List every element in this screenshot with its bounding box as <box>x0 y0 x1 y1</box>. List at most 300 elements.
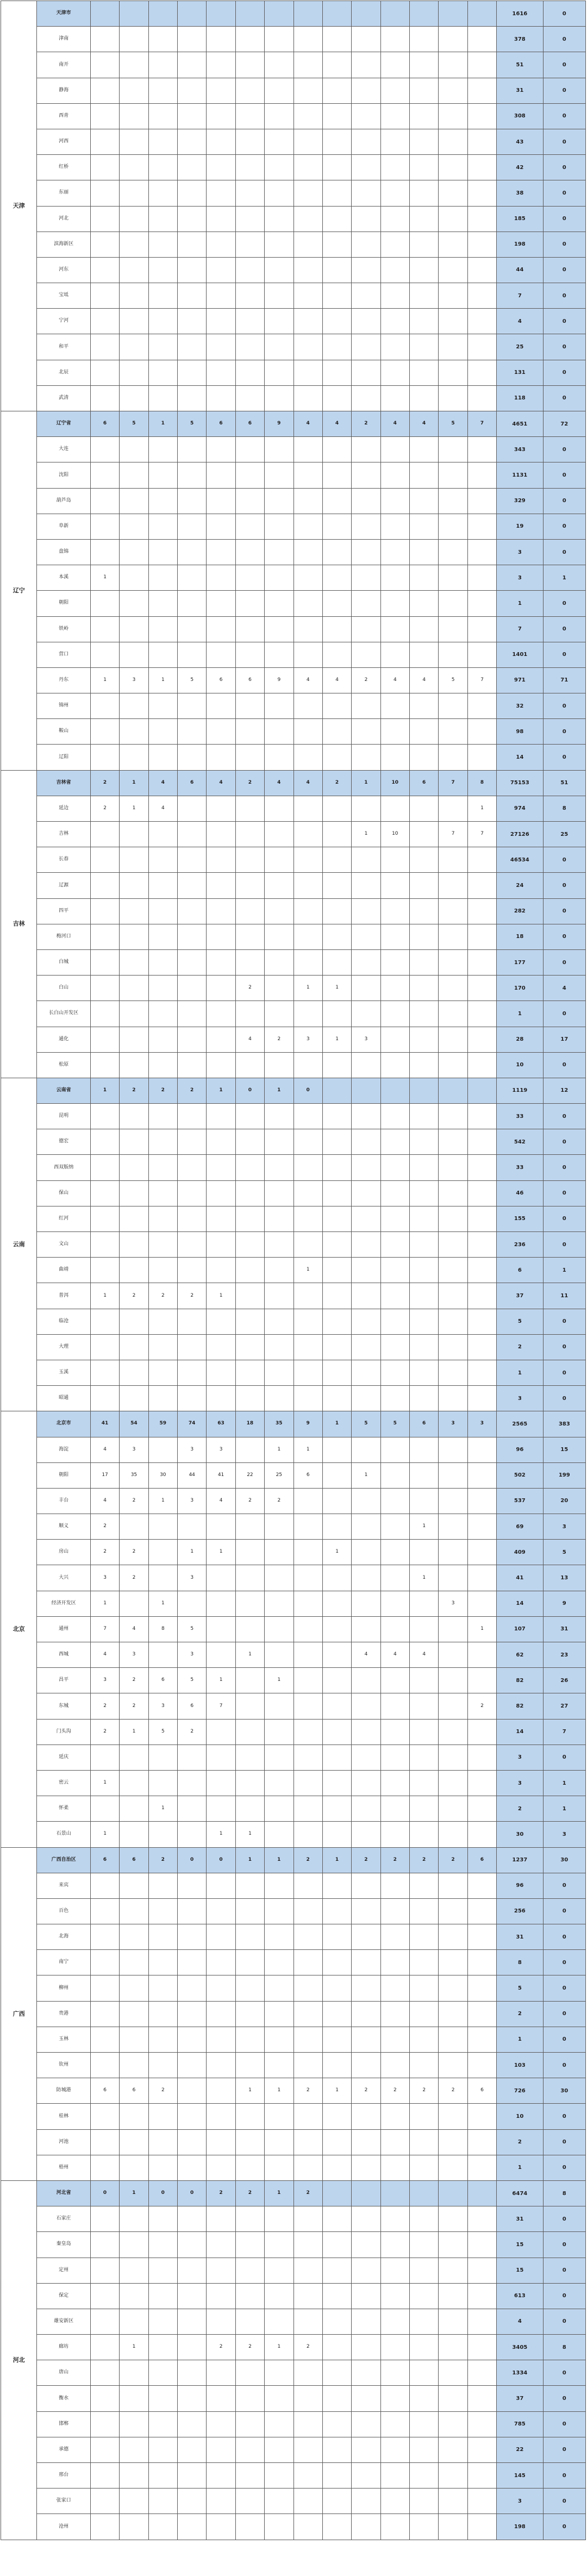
empty-cell <box>207 1104 235 1129</box>
empty-cell <box>235 1668 264 1693</box>
empty-cell <box>294 1745 322 1770</box>
empty-cell <box>322 1950 351 1975</box>
empty-cell <box>467 898 496 924</box>
empty-cell <box>90 1386 119 1411</box>
empty-cell <box>90 949 119 975</box>
empty-cell <box>90 898 119 924</box>
city-last-cell: 30 <box>543 2078 585 2104</box>
empty-cell <box>120 103 148 129</box>
city-row <box>1 873 586 898</box>
empty-cell <box>439 1155 467 1180</box>
city-name: 门头沟 <box>37 1719 90 1745</box>
empty-cell <box>148 976 177 1001</box>
city-last-cell: 1 <box>543 1770 585 1796</box>
empty-cell <box>265 206 294 232</box>
city-name: 松原 <box>37 1052 90 1078</box>
empty-cell <box>410 2001 439 2027</box>
empty-cell <box>380 283 409 309</box>
city-last-cell: 0 <box>543 616 585 642</box>
empty-cell <box>207 616 235 642</box>
value-cell: 5 <box>178 667 207 693</box>
empty-cell <box>467 1027 496 1052</box>
empty-cell <box>148 924 177 949</box>
empty-cell <box>380 1001 409 1027</box>
empty-cell <box>352 283 380 309</box>
empty-cell <box>120 1180 148 1206</box>
city-last-cell: 0 <box>543 1360 585 1385</box>
empty-cell <box>439 334 467 360</box>
city-total-cell: 46 <box>497 1180 543 1206</box>
city-name: 延边 <box>37 796 90 821</box>
empty-cell <box>294 129 322 154</box>
empty-cell <box>322 719 351 745</box>
empty-cell <box>352 924 380 949</box>
empty-cell <box>410 2514 439 2540</box>
empty-cell <box>207 1924 235 1950</box>
city-total-cell: 185 <box>497 206 543 232</box>
empty-cell <box>467 1924 496 1950</box>
city-last-cell: 11 <box>543 1283 585 1309</box>
empty-cell <box>439 616 467 642</box>
empty-cell <box>207 2463 235 2489</box>
empty-cell <box>467 1437 496 1462</box>
empty-cell <box>294 591 322 616</box>
empty-cell <box>120 2463 148 2489</box>
empty-cell <box>120 2258 148 2283</box>
empty-cell <box>120 1001 148 1027</box>
empty-cell <box>410 1898 439 1924</box>
empty-cell <box>294 1693 322 1719</box>
value-cell: 7 <box>90 1616 119 1642</box>
city-last-cell: 0 <box>543 2463 585 2489</box>
empty-cell <box>467 1488 496 1514</box>
empty-cell <box>178 873 207 898</box>
empty-cell <box>467 2309 496 2334</box>
city-name: 和平 <box>37 334 90 360</box>
empty-cell <box>467 1745 496 1770</box>
empty-cell <box>90 2514 119 2540</box>
empty-cell <box>467 462 496 488</box>
empty-cell <box>410 257 439 283</box>
city-row <box>1 1975 586 2001</box>
city-row <box>1 1796 586 1822</box>
empty-cell <box>380 1668 409 1693</box>
empty-cell <box>467 1898 496 1924</box>
city-name: 丰台 <box>37 1488 90 1514</box>
empty-cell <box>467 1668 496 1693</box>
empty-cell <box>120 591 148 616</box>
value-cell: 5 <box>148 1719 177 1745</box>
city-last-cell: 31 <box>543 1616 585 1642</box>
empty-cell <box>352 257 380 283</box>
empty-cell <box>235 745 264 770</box>
empty-cell <box>410 334 439 360</box>
province-name: 辽宁 <box>1 411 37 771</box>
empty-cell <box>235 155 264 180</box>
empty-cell <box>265 2232 294 2258</box>
empty-cell <box>322 2386 351 2411</box>
city-last-cell: 5 <box>543 1540 585 1565</box>
city-name: 密云 <box>37 1770 90 1796</box>
empty-cell <box>439 1206 467 1231</box>
empty-cell <box>207 2437 235 2462</box>
empty-cell <box>235 2309 264 2334</box>
empty-cell <box>265 1770 294 1796</box>
value-cell: 6 <box>207 667 235 693</box>
empty-cell <box>148 1001 177 1027</box>
city-row <box>1 2155 586 2180</box>
empty-cell <box>439 488 467 514</box>
summary-value-cell: 4 <box>380 411 409 437</box>
summary-value-cell: 4 <box>322 411 351 437</box>
empty-cell <box>352 103 380 129</box>
empty-cell <box>322 898 351 924</box>
empty-cell <box>467 1232 496 1258</box>
empty-cell <box>439 1488 467 1514</box>
empty-cell <box>294 1180 322 1206</box>
empty-cell <box>410 2411 439 2437</box>
city-last-cell: 0 <box>543 2437 585 2462</box>
empty-cell <box>410 1334 439 1360</box>
empty-cell <box>439 1283 467 1309</box>
empty-cell <box>90 2206 119 2232</box>
empty-cell <box>380 847 409 873</box>
empty-cell <box>235 591 264 616</box>
empty-cell <box>410 462 439 488</box>
empty-cell <box>439 309 467 334</box>
city-last-cell: 3 <box>543 1822 585 1847</box>
empty-cell <box>439 27 467 52</box>
city-total-cell: 51 <box>497 52 543 78</box>
empty-cell <box>352 1129 380 1155</box>
empty-cell <box>322 514 351 539</box>
empty-cell <box>439 2232 467 2258</box>
city-last-cell: 1 <box>543 1258 585 1283</box>
city-last-cell: 0 <box>543 2514 585 2540</box>
value-cell: 1 <box>322 976 351 1001</box>
city-row <box>1 591 586 616</box>
empty-cell <box>439 898 467 924</box>
city-row <box>1 1437 586 1462</box>
city-total-cell: 103 <box>497 2053 543 2078</box>
empty-cell <box>294 1796 322 1822</box>
empty-cell <box>207 822 235 847</box>
summary-value-cell: 1 <box>235 1847 264 1873</box>
empty-cell <box>410 1129 439 1155</box>
empty-cell <box>294 1488 322 1514</box>
empty-cell <box>352 2155 380 2180</box>
summary-value-cell: 54 <box>120 1411 148 1437</box>
empty-cell <box>322 1309 351 1334</box>
empty-cell <box>352 616 380 642</box>
empty-cell <box>294 2360 322 2386</box>
empty-cell <box>148 847 177 873</box>
city-name: 昆明 <box>37 1104 90 1129</box>
city-last-cell: 3 <box>543 1514 585 1540</box>
empty-cell <box>178 52 207 78</box>
empty-cell <box>120 1514 148 1540</box>
empty-cell <box>352 1565 380 1591</box>
empty-cell <box>148 539 177 565</box>
empty-cell <box>467 257 496 283</box>
city-name: 来宾 <box>37 1873 90 1898</box>
empty-cell <box>265 591 294 616</box>
empty-cell <box>352 2053 380 2078</box>
empty-cell <box>148 437 177 462</box>
summary-value-cell: 2 <box>148 1078 177 1103</box>
empty-cell <box>294 2001 322 2027</box>
summary-value-cell: 0 <box>294 1078 322 1103</box>
city-last-cell: 0 <box>543 283 585 309</box>
empty-cell <box>207 1155 235 1180</box>
city-last-cell: 0 <box>543 2309 585 2334</box>
empty-cell <box>410 1180 439 1206</box>
value-cell: 4 <box>410 1642 439 1668</box>
value-cell: 1 <box>207 1540 235 1565</box>
city-last-cell: 0 <box>543 462 585 488</box>
city-name: 大理 <box>37 1334 90 1360</box>
empty-cell <box>90 52 119 78</box>
empty-cell <box>90 2129 119 2155</box>
empty-cell <box>467 78 496 103</box>
empty-cell <box>410 949 439 975</box>
empty-cell <box>178 539 207 565</box>
empty-cell <box>380 796 409 821</box>
empty-cell <box>294 1360 322 1385</box>
city-row <box>1 334 586 360</box>
empty-cell <box>178 2360 207 2386</box>
empty-cell <box>467 2411 496 2437</box>
city-last-cell: 0 <box>543 155 585 180</box>
empty-cell <box>235 1232 264 1258</box>
empty-cell <box>235 847 264 873</box>
city-row <box>1 2104 586 2129</box>
summary-last-cell: 8 <box>543 2180 585 2206</box>
empty-cell <box>380 2463 409 2489</box>
empty-cell <box>467 2232 496 2258</box>
empty-cell <box>120 642 148 667</box>
empty-cell <box>439 52 467 78</box>
empty-cell <box>178 1386 207 1411</box>
city-last-cell: 0 <box>543 1129 585 1155</box>
empty-cell <box>352 385 380 411</box>
empty-cell <box>439 103 467 129</box>
empty-cell <box>294 1719 322 1745</box>
value-cell: 2 <box>294 2078 322 2104</box>
empty-cell <box>178 898 207 924</box>
summary-last-cell: 51 <box>543 770 585 796</box>
empty-cell <box>322 1129 351 1155</box>
empty-cell <box>439 360 467 385</box>
city-total-cell: 37 <box>497 2386 543 2411</box>
empty-cell <box>120 1822 148 1847</box>
province-name: 广西 <box>1 1847 37 2180</box>
empty-cell <box>322 949 351 975</box>
city-last-cell: 0 <box>543 539 585 565</box>
empty-cell <box>148 2309 177 2334</box>
empty-cell <box>178 155 207 180</box>
empty-cell <box>235 1309 264 1334</box>
empty-cell <box>265 1334 294 1360</box>
value-cell: 4 <box>148 796 177 821</box>
empty-cell <box>178 2155 207 2180</box>
empty-cell <box>120 2104 148 2129</box>
empty-cell <box>148 822 177 847</box>
city-total-cell: 1 <box>497 1001 543 1027</box>
empty-cell <box>380 1 409 27</box>
empty-cell <box>178 2463 207 2489</box>
empty-cell <box>380 1950 409 1975</box>
empty-cell <box>90 1360 119 1385</box>
empty-cell <box>120 257 148 283</box>
empty-cell <box>352 180 380 206</box>
empty-cell <box>467 1052 496 1078</box>
empty-cell <box>294 103 322 129</box>
empty-cell <box>467 1462 496 1488</box>
empty-cell <box>322 1642 351 1668</box>
empty-cell <box>235 2104 264 2129</box>
empty-cell <box>467 2180 496 2206</box>
empty-cell <box>294 1283 322 1309</box>
empty-cell <box>380 1898 409 1924</box>
empty-cell <box>410 2206 439 2232</box>
city-name: 邢台 <box>37 2463 90 2489</box>
empty-cell <box>322 437 351 462</box>
empty-cell <box>265 1975 294 2001</box>
empty-cell <box>148 2386 177 2411</box>
empty-cell <box>294 693 322 719</box>
empty-cell <box>294 2129 322 2155</box>
value-cell: 1 <box>120 2335 148 2360</box>
empty-cell <box>352 27 380 52</box>
city-total-cell: 37 <box>497 1283 543 1309</box>
empty-cell <box>148 1386 177 1411</box>
empty-cell <box>380 52 409 78</box>
empty-cell <box>352 462 380 488</box>
summary-value-cell: 1 <box>352 770 380 796</box>
city-name: 阜新 <box>37 514 90 539</box>
empty-cell <box>207 2129 235 2155</box>
city-name: 盘锦 <box>37 539 90 565</box>
empty-cell <box>467 2258 496 2283</box>
summary-total-cell: 6474 <box>497 2180 543 2206</box>
empty-cell <box>265 1283 294 1309</box>
empty-cell <box>294 1668 322 1693</box>
city-row <box>1 78 586 103</box>
empty-cell <box>294 1386 322 1411</box>
empty-cell <box>235 1206 264 1231</box>
city-name: 桂林 <box>37 2104 90 2129</box>
empty-cell <box>439 1745 467 1770</box>
empty-cell <box>178 1180 207 1206</box>
empty-cell <box>294 155 322 180</box>
summary-value-cell: 1 <box>322 1847 351 1873</box>
value-cell: 1 <box>265 2335 294 2360</box>
empty-cell <box>322 693 351 719</box>
empty-cell <box>294 385 322 411</box>
value-cell: 4 <box>120 1616 148 1642</box>
empty-cell <box>207 745 235 770</box>
empty-cell <box>467 1129 496 1155</box>
empty-cell <box>120 847 148 873</box>
empty-cell <box>90 2104 119 2129</box>
empty-cell <box>294 1822 322 1847</box>
empty-cell <box>410 1591 439 1616</box>
empty-cell <box>178 2489 207 2514</box>
empty-cell <box>120 1104 148 1129</box>
value-cell: 6 <box>90 2078 119 2104</box>
empty-cell <box>467 155 496 180</box>
empty-cell <box>410 1232 439 1258</box>
city-row <box>1 2335 586 2360</box>
empty-cell <box>410 2489 439 2514</box>
city-total-cell: 30 <box>497 1822 543 1847</box>
city-last-cell: 0 <box>543 103 585 129</box>
empty-cell <box>207 2258 235 2283</box>
empty-cell <box>235 2258 264 2283</box>
city-name: 张家口 <box>37 2489 90 2514</box>
empty-cell <box>322 462 351 488</box>
city-name: 玉溪 <box>37 1360 90 1385</box>
city-row <box>1 745 586 770</box>
city-row <box>1 2078 586 2104</box>
empty-cell <box>148 129 177 154</box>
empty-cell <box>467 1001 496 1027</box>
empty-cell <box>265 616 294 642</box>
empty-cell <box>90 2335 119 2360</box>
empty-cell <box>235 924 264 949</box>
value-cell: 3 <box>178 1437 207 1462</box>
empty-cell <box>90 693 119 719</box>
empty-cell <box>410 693 439 719</box>
value-cell: 1 <box>322 1027 351 1052</box>
city-total-cell: 282 <box>497 898 543 924</box>
empty-cell <box>207 642 235 667</box>
city-row <box>1 2489 586 2514</box>
empty-cell <box>380 1745 409 1770</box>
empty-cell <box>148 2001 177 2027</box>
empty-cell <box>352 360 380 385</box>
city-total-cell: 31 <box>497 78 543 103</box>
empty-cell <box>148 1540 177 1565</box>
empty-cell <box>410 2283 439 2309</box>
empty-cell <box>380 1155 409 1180</box>
empty-cell <box>322 103 351 129</box>
empty-cell <box>410 206 439 232</box>
city-row <box>1 1514 586 1540</box>
empty-cell <box>294 2514 322 2540</box>
empty-cell <box>439 1001 467 1027</box>
city-total-cell: 96 <box>497 1437 543 1462</box>
city-row <box>1 1334 586 1360</box>
empty-cell <box>178 334 207 360</box>
city-last-cell: 1 <box>543 565 585 591</box>
empty-cell <box>380 1462 409 1488</box>
empty-cell <box>235 1950 264 1975</box>
empty-cell <box>148 2206 177 2232</box>
empty-cell <box>439 1719 467 1745</box>
empty-cell <box>90 385 119 411</box>
empty-cell <box>322 1745 351 1770</box>
summary-value-cell: 6 <box>467 1847 496 1873</box>
value-cell: 1 <box>207 1822 235 1847</box>
city-name: 昌平 <box>37 1668 90 1693</box>
empty-cell <box>90 1309 119 1334</box>
city-row <box>1 642 586 667</box>
empty-cell <box>380 1616 409 1642</box>
city-total-cell: 2 <box>497 1796 543 1822</box>
empty-cell <box>380 2411 409 2437</box>
